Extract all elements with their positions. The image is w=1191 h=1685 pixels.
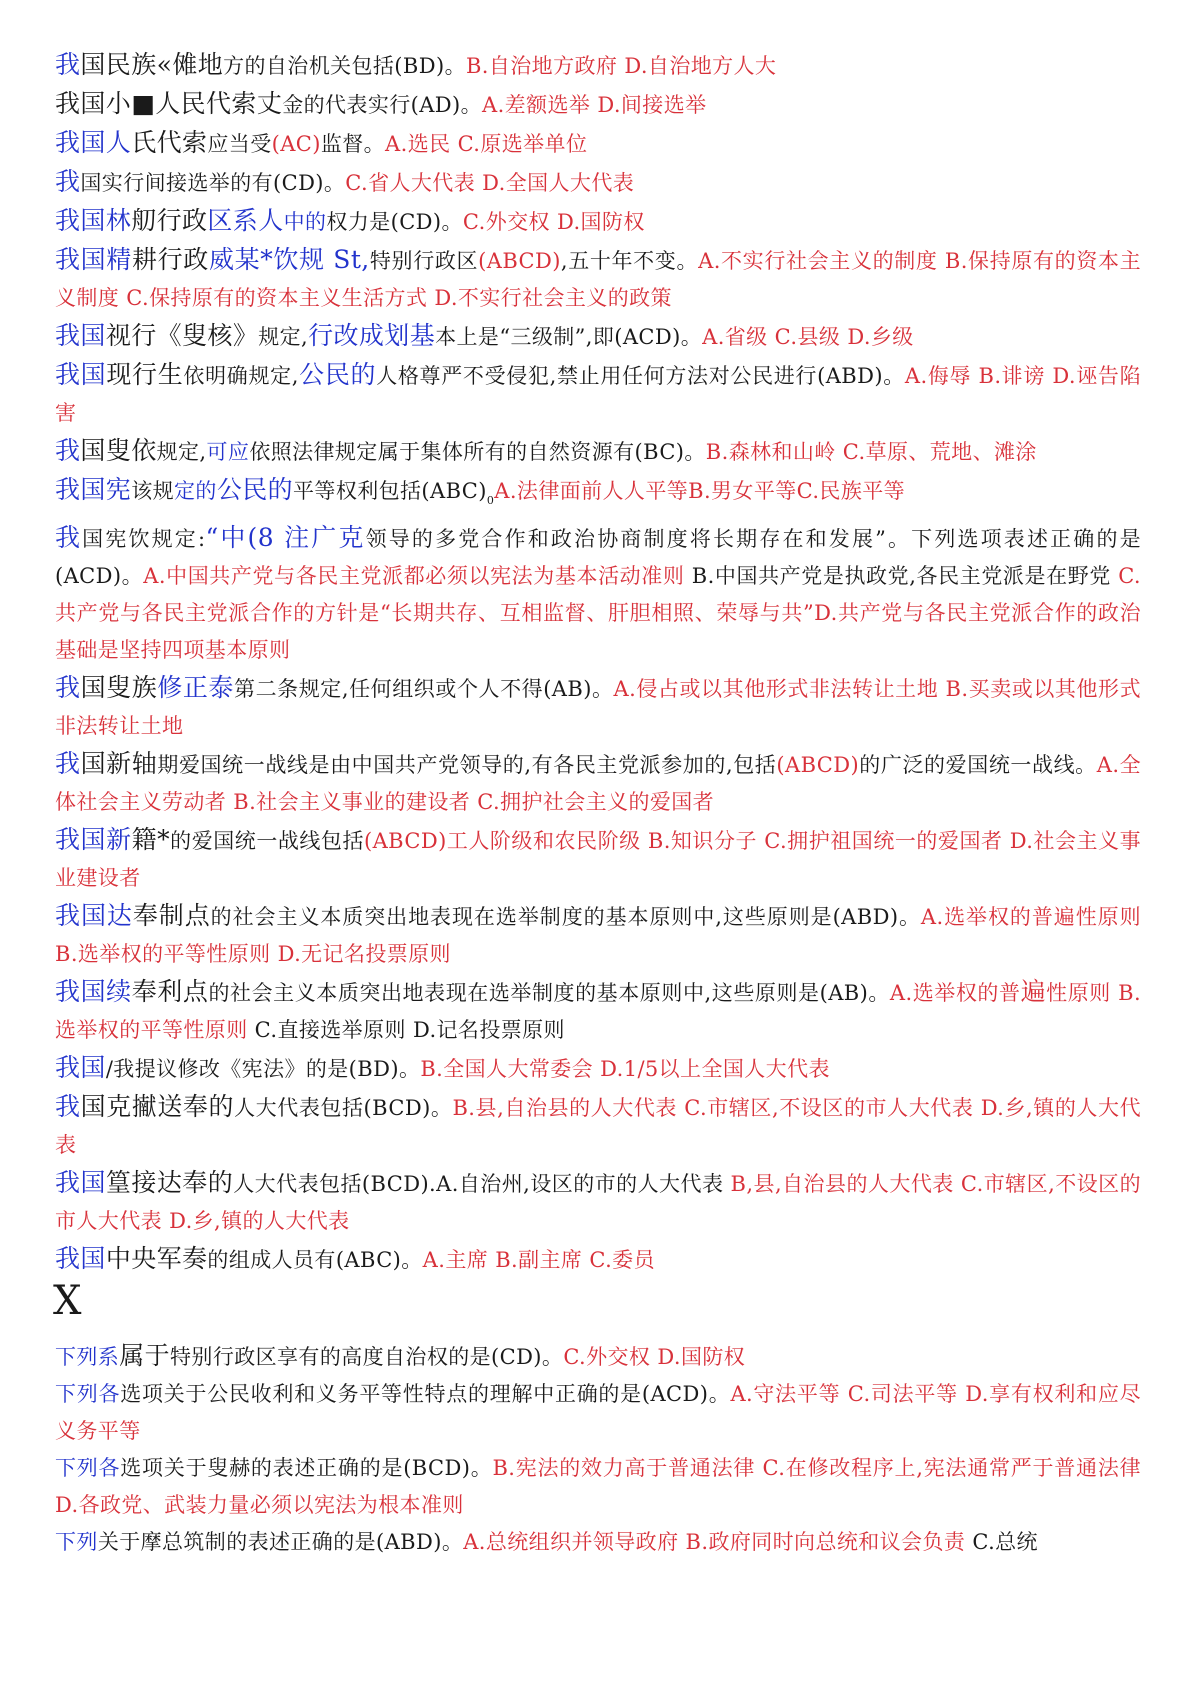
question-prefix: 我国 [55, 321, 106, 350]
question-item [55, 1376, 1141, 1450]
question-prefix: 区系人 [207, 206, 284, 235]
question-text: 的组成人员有(ABC)。 [207, 1248, 423, 1272]
question-prefix: 我国林 [55, 206, 132, 235]
answer-text: (ABCD)工人阶级和农民阶级 B.知识分子 C.拥护祖国统一的爱国者 D.社会主义事业建设者 [55, 829, 1141, 890]
answer-text: C.共产党与各民主党派合作的方针是“长期共存、互相监督、肝胆相照、荣辱与共”D.共产党与各民主党派合作的政治基础是坚持四项基本原则 [55, 564, 1141, 662]
question-prefix: 中的 [283, 210, 327, 234]
question-item [55, 241, 1141, 317]
question-text: 依照法律规定属于集体所有的自然资源有(BC)。 [249, 440, 706, 464]
answer-text: 性原则 B.选举权的平等性原则 [55, 981, 1142, 1042]
answer-text: A.差额选举 D.间接选举 [482, 93, 707, 117]
answer-text: A.中国共产党与各民主党派都必须以宪法为基本活动准则 [143, 564, 685, 588]
question-text: 国实行间接选举的有(CD)。 [80, 171, 346, 195]
answer-text: (ABCD) [478, 249, 561, 273]
answer-text: A.选举权的普遍性原则 B.选举权的平等性原则 D.无记名投票原则 [55, 905, 1142, 966]
answer-text: A.全体社会主义劳动者 B.社会主义事业的建设者 C.拥护社会主义的爱国者 [55, 753, 1141, 814]
question-text: ,五十年不变。 [560, 249, 699, 273]
question-text: 监督。 [320, 132, 386, 156]
answer-text: A.侵占或以其他形式非法转让土地 B.买卖或以其他形式非法转让土地 [55, 677, 1142, 738]
question-text: 国新轴 [80, 749, 158, 778]
question-prefix: 我 [55, 1092, 81, 1121]
question-text: /我提议修改《宪法》的是(BD)。 [105, 1057, 421, 1081]
answer-text: A.总统组织并领导政府 B.政府同时向总统和议会负责 [463, 1530, 973, 1554]
question-item [55, 1049, 1141, 1088]
question-text: 奉制点 [132, 901, 211, 930]
question-text: 国宪饮规定: [82, 527, 206, 551]
question-item [55, 202, 1141, 241]
question-prefix: 修正泰 [157, 673, 235, 702]
question-text: 方的自治机关包括(BD)。 [223, 54, 466, 78]
question-prefix: 我 [55, 673, 81, 702]
question-text: 权力是(CD)。 [326, 210, 463, 234]
question-text: 国克擜送奉的 [80, 1092, 235, 1121]
question-text: 领导的多党合作和政治协商制度将长期存在和发展”。下列选项表述正确的是(ACD)。 [55, 527, 1142, 588]
answer-text: A.侮辱 B.诽谤 D.诬告陷害 [55, 364, 1141, 425]
question-text: 依明确规定, [183, 364, 299, 388]
question-text: 规定, [156, 440, 207, 464]
question-prefix: 我 [55, 167, 81, 196]
question-text: 舠行政 [131, 206, 208, 235]
question-text: 国民族«傩地 [80, 50, 224, 79]
question-text: 人大代表包括(BCD)。 [234, 1096, 453, 1120]
question-prefix: 我 [55, 436, 81, 465]
question-text: 选项关于叟赫的表述正确的是(BCD)。 [120, 1456, 493, 1480]
question-text: 本上是“三级制”,即(ACD)。 [435, 325, 703, 349]
question-text: 特别行政区 [369, 249, 479, 273]
question-text: 0 [486, 494, 495, 507]
question-item [55, 745, 1141, 821]
question-text: 奉利点 [131, 977, 209, 1006]
question-item [55, 1240, 1141, 1279]
question-text: 中央军奏 [105, 1244, 208, 1273]
answer-text: C.外交权 D.国防权 [462, 210, 645, 234]
question-prefix: 我国 [55, 1053, 106, 1082]
question-text: 特别行政区享有的高度自治权的是(CD)。 [170, 1345, 564, 1369]
question-prefix: 我国宪 [55, 475, 132, 504]
question-text: 国叟族 [80, 673, 158, 702]
question-text: 国叟依 [80, 436, 157, 465]
spacer [55, 1323, 1141, 1337]
question-prefix: 行改成划基 [308, 321, 436, 350]
question-text: 籍* [131, 825, 171, 854]
question-text: 的社会主义本质突出地表现在选举制度的基本原则中,这些原则是(AB)。 [208, 981, 890, 1005]
question-item [55, 973, 1141, 1049]
question-item [55, 471, 1141, 519]
question-text: 应当受 [207, 132, 272, 156]
question-item [55, 1337, 1141, 1376]
question-text: 人格尊严不受侵犯,禁止用任何方法对公民进行(ABD)。 [376, 364, 905, 388]
question-text: 人大代表包括(BCD).A.自治州,设区的市的人大代表 [233, 1172, 731, 1196]
question-text: 平等权利包括(ABC) [293, 479, 487, 503]
question-prefix: 我国续 [55, 977, 132, 1006]
question-item [55, 317, 1141, 356]
answer-text: B.宪法的效力高于普通法律 C.在修改程序上,宪法通常严于普通法律 D.各政党、武装力量必须以宪法为根本准则 [55, 1456, 1141, 1517]
question-item [55, 356, 1141, 432]
question-item [55, 1450, 1141, 1524]
question-prefix: 公民的 [216, 475, 294, 504]
answer-text: A.不实行社会主义的制度 B.保持原有的资本主义制度 C.保持原有的资本主义生活方式 D.不实行社会主义的政策 [55, 249, 1142, 310]
answer-text: 遍 [1020, 977, 1047, 1006]
answer-text: B.县,自治县的人大代表 C.市辖区,不设区的市人大代表 D.乡,镇的人大代表 [55, 1096, 1141, 1157]
question-item [55, 519, 1141, 669]
answer-text: C.省人大代表 D.全国人大代表 [345, 171, 635, 195]
question-item [55, 124, 1141, 163]
question-prefix: 可应 [206, 440, 250, 464]
question-prefix: 下列各 [55, 1456, 121, 1480]
answer-text: B,县,自治县的人大代表 C.市辖区,不设区的市人大代表 D.乡,镇的人大代表 [55, 1172, 1141, 1233]
question-item [55, 46, 1141, 85]
question-prefix: 下列 [55, 1530, 98, 1554]
answer-text: A.省级 C.县级 D.乡级 [702, 325, 914, 349]
question-text: 属于 [119, 1341, 171, 1370]
question-list [55, 46, 1141, 1279]
question-prefix: 我国精 [55, 245, 132, 274]
question-prefix: 下列各 [55, 1382, 121, 1406]
question-text: 现行生 [106, 360, 184, 389]
question-text: 我国小■人民代索丈 [55, 89, 283, 118]
question-item [55, 821, 1141, 897]
question-text: 耕行政 [131, 245, 209, 274]
question-item [55, 85, 1141, 124]
answer-text: B.自治地方政府 D.自治地方人大 [465, 54, 777, 78]
question-text: 第二条规定,任何组织或个人不得(AB)。 [234, 677, 614, 701]
question-text: 金的代表实行(AD)。 [282, 93, 483, 117]
question-prefix: 定的 [174, 479, 217, 503]
answer-text: A.主席 B.副主席 C.委员 [422, 1248, 655, 1272]
question-item [55, 669, 1141, 745]
question-text: 的爱国统一战线包括 [170, 829, 365, 853]
answer-text: A.选举权的普 [889, 981, 1021, 1005]
question-prefix: 我国 [55, 360, 107, 389]
answer-text: A.法律面前人人平等B.男女平等C.民族平等 [494, 479, 906, 503]
answer-text: (AC) [271, 132, 321, 156]
question-text: 期爱国统一战线是由中国共产党领导的,有各民主党派参加的,包括 [157, 753, 777, 777]
question-text: 氏代索 [131, 128, 208, 157]
question-text: 该规 [131, 479, 175, 503]
question-prefix: 下列系 [55, 1345, 120, 1369]
question-prefix: 公民的 [298, 360, 377, 389]
question-text: 规定, [258, 325, 309, 349]
question-prefix: 我 [55, 50, 81, 79]
question-prefix: 我 [55, 523, 83, 552]
question-text: 关于摩总筑制的表述正确的是(ABD)。 [97, 1530, 464, 1554]
answer-text: C.外交权 D.国防权 [563, 1345, 746, 1369]
question-text: C.总统 [972, 1530, 1038, 1554]
section-separator: X [53, 1278, 82, 1324]
question-list-2 [55, 1337, 1141, 1561]
question-item [55, 1524, 1141, 1561]
question-text: B.中国共产党是执政党,各民主党派是在野党 [684, 564, 1119, 588]
question-prefix: 我国新 [55, 825, 132, 854]
answer-text: (ABCD) [776, 753, 860, 777]
question-prefix: 我 [55, 749, 81, 778]
answer-text: A.守法平等 C.司法平等 D.享有权利和应尽义务平等 [55, 1382, 1141, 1443]
question-prefix: 我国达 [55, 901, 133, 930]
question-prefix: 我国 [55, 1244, 106, 1273]
question-prefix: 我国 [55, 1168, 106, 1197]
question-text: 的社会主义本质突出地表现在选举制度的基本原则中,这些原则是(ABD)。 [210, 905, 921, 929]
question-prefix: “中(8 注广克 [205, 523, 366, 552]
answer-text: B.森林和山岭 C.草原、荒地、滩涂 [705, 440, 1037, 464]
question-item [55, 163, 1141, 202]
question-text: 视行《叟核》 [105, 321, 259, 350]
question-prefix: 我国人 [55, 128, 132, 157]
answer-text: A.选民 C.原选举单位 [385, 132, 588, 156]
question-text: C.直接选举原则 D.记名投票原则 [247, 1018, 565, 1042]
question-item [55, 897, 1141, 973]
question-item [55, 1088, 1141, 1164]
answer-text: B.全国人大常委会 D.1/5以上全国人大代表 [420, 1057, 830, 1081]
question-item [55, 1164, 1141, 1240]
question-prefix: 威某*饮规 St, [208, 245, 370, 274]
question-text: 的广泛的爱国统一战线。 [859, 753, 1097, 777]
question-text: 选项关于公民收利和义务平等性特点的理解中正确的是(ACD)。 [120, 1382, 731, 1406]
question-item [55, 432, 1141, 471]
question-text: 篁接达奉的 [105, 1168, 234, 1197]
